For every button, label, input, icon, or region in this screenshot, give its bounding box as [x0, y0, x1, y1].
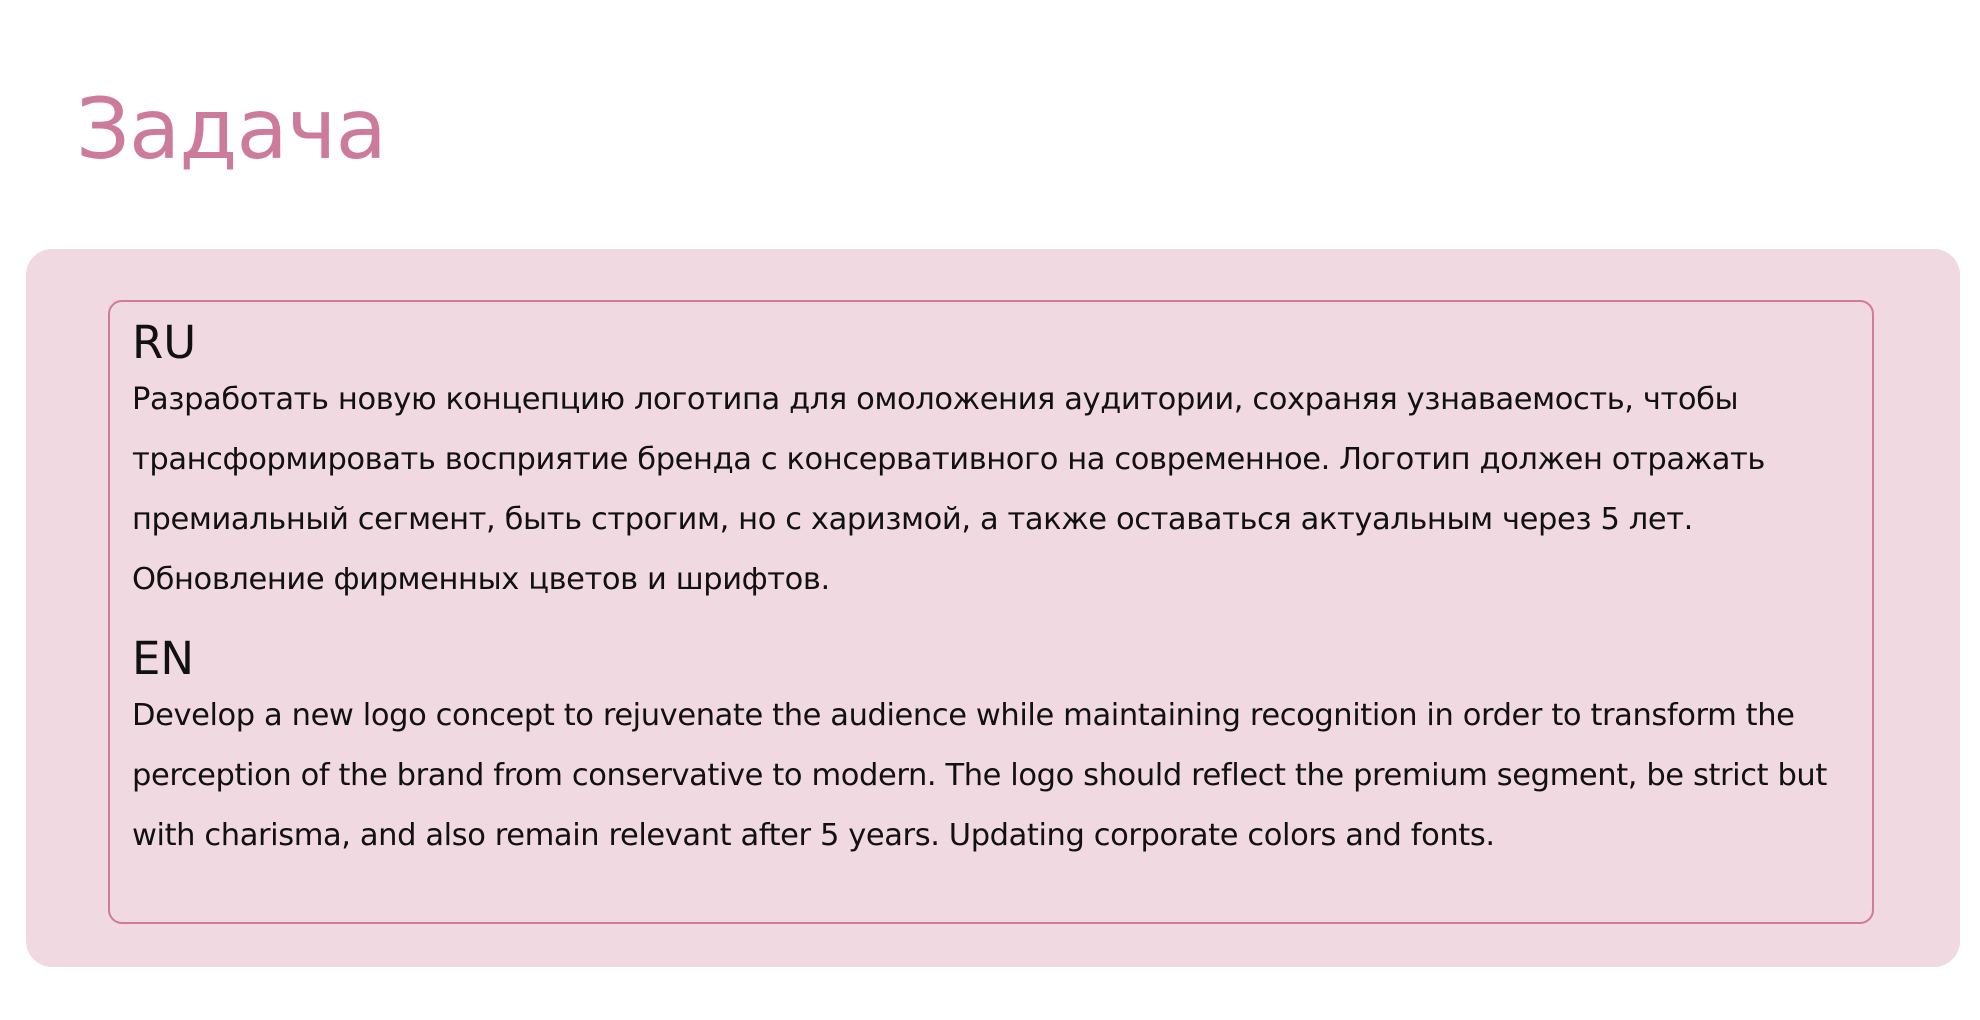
task-section-ru — [132, 316, 1850, 610]
task-section-en — [132, 632, 1850, 866]
section-label-ru: RU — [132, 316, 197, 369]
task-panel — [26, 249, 1960, 967]
page-title: Задача — [76, 80, 386, 178]
task-description-box — [108, 300, 1874, 924]
section-text-ru: Разработать новую концепцию логотипа для омоложения аудитории, сохраняя узнаваемость, чтобы трансформировать восприятие бренда с консервативного на современное. Логотип должен отражать премиальный сегмент, быть строгим, но с харизмой, а также оставаться актуальным через 5 лет. Обновление фирменных цветов и шрифтов. — [132, 382, 1765, 597]
section-text-en: Develop a new logo concept to rejuvenate the audience while maintaining recognition in order to transform the perception of the brand from conservative to modern. The logo should reflect the premium segment, be strict but with charisma, and also remain relevant after 5 years. Updating corporate colors and fonts. — [132, 698, 1827, 853]
section-label-en: EN — [132, 632, 195, 685]
